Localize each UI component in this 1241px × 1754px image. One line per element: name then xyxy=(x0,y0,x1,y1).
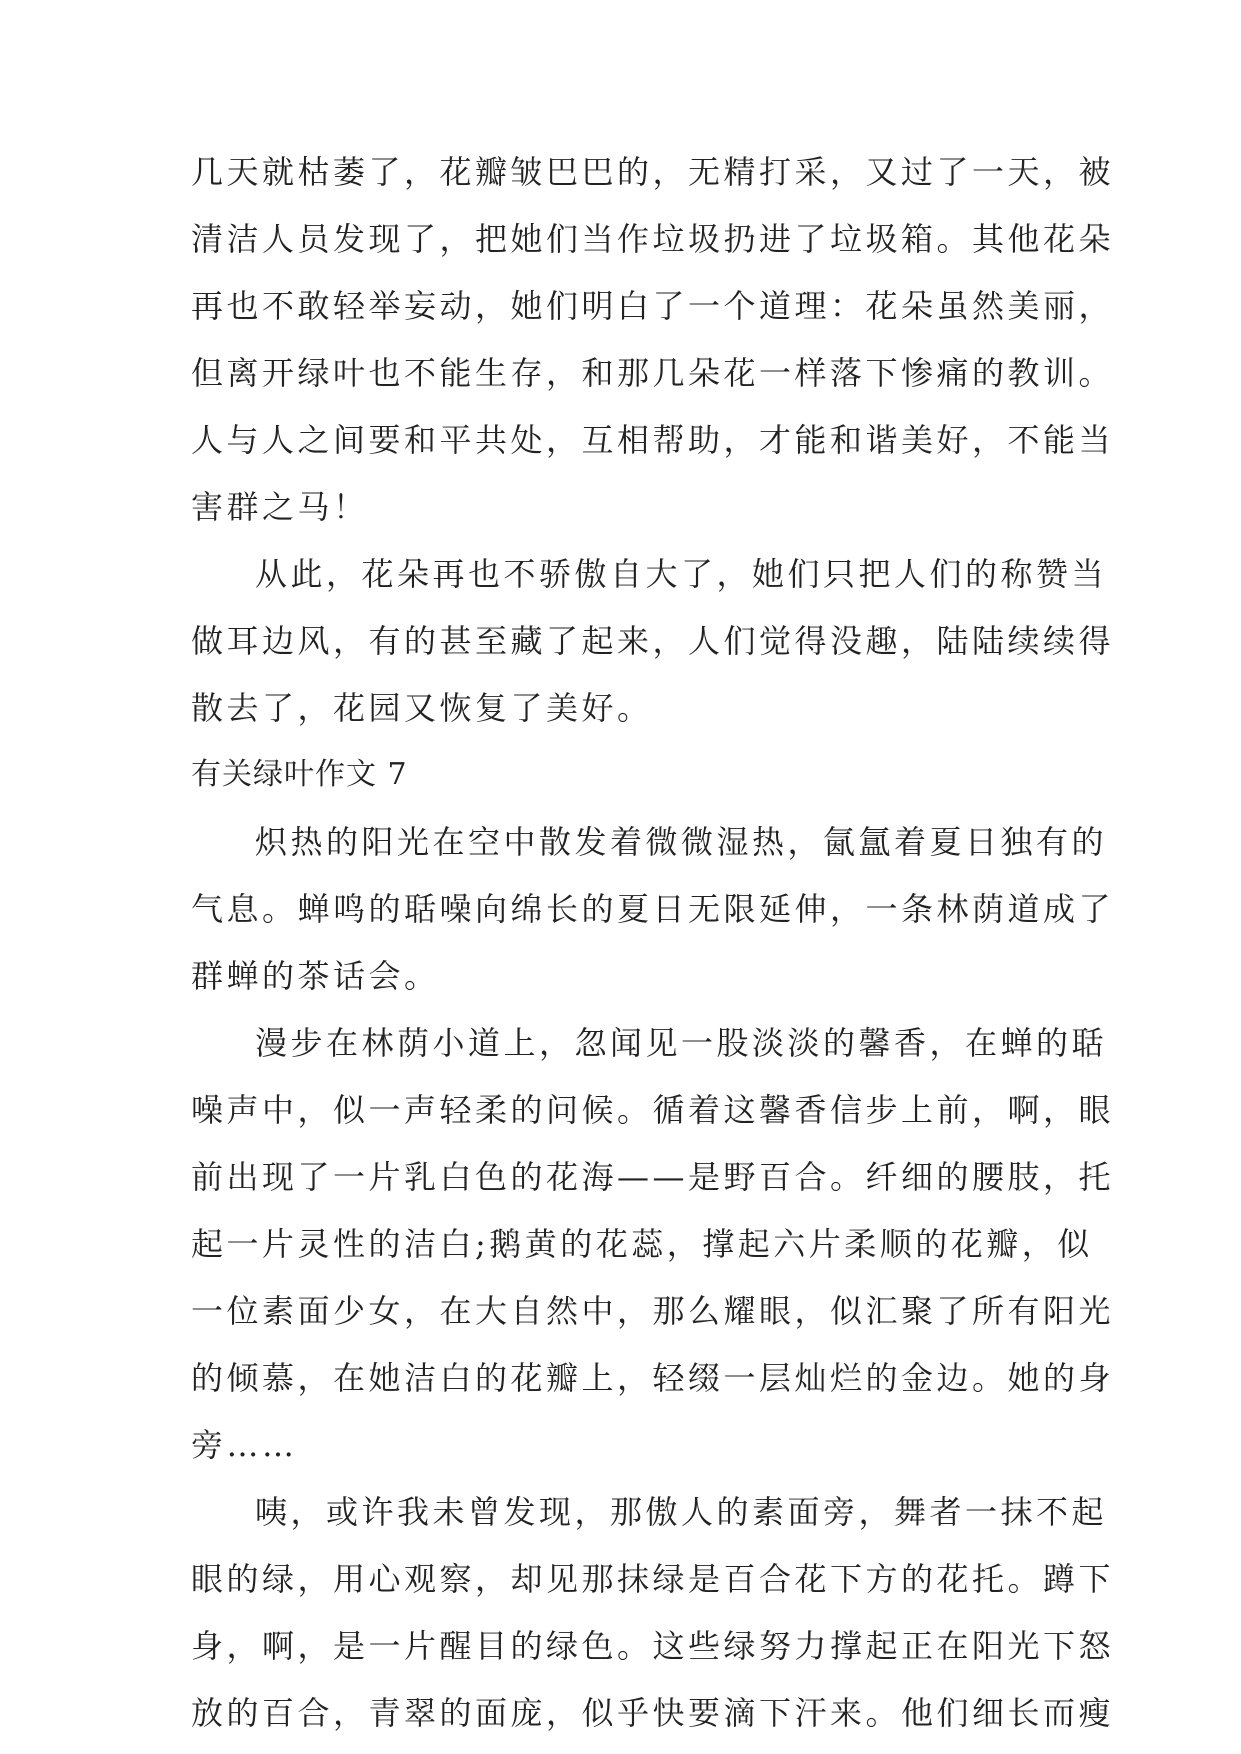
text-line: 的倾慕，在她洁白的花瓣上，轻缀一层灿烂的金边。她的身 xyxy=(191,1359,1115,1397)
text-line: 旁…… xyxy=(191,1426,298,1464)
section-heading: 有关绿叶作文 7 xyxy=(191,757,408,792)
text-line: 再也不敢轻举妄动，她们明白了一个道理：花朵虽然美丽， xyxy=(191,287,1115,325)
text-line: 清洁人员发现了，把她们当作垃圾扔进了垃圾箱。其他花朵 xyxy=(191,220,1115,258)
text-line: 一位素面少女，在大自然中，那么耀眼，似汇聚了所有阳光 xyxy=(191,1292,1115,1330)
text-line: 眼的绿，用心观察，却见那抹绿是百合花下方的花托。蹲下 xyxy=(191,1560,1115,1598)
text-line: 噪声中，似一声轻柔的问候。循着这馨香信步上前，啊，眼 xyxy=(191,1091,1115,1129)
text-line: 害群之马！ xyxy=(191,488,369,526)
text-line: 起一片灵性的洁白;鹅黄的花蕊，撑起六片柔顺的花瓣，似 xyxy=(191,1225,1093,1263)
paragraph-first-line: 从此，花朵再也不骄傲自大了，她们只把人们的称赞当 xyxy=(255,555,1108,593)
paragraph-first-line: 炽热的阳光在空中散发着微微湿热，氤氲着夏日独有的 xyxy=(255,823,1108,861)
text-line: 几天就枯萎了，花瓣皱巴巴的，无精打采，又过了一天，被 xyxy=(191,153,1115,191)
text-line: 身，啊，是一片醒目的绿色。这些绿努力撑起正在阳光下怒 xyxy=(191,1627,1115,1665)
text-line: 放的百合，青翠的面庞，似乎快要滴下汗来。他们细长而瘦 xyxy=(191,1694,1115,1732)
text-line: 群蝉的茶话会。 xyxy=(191,957,440,995)
text-line: 但离开绿叶也不能生存，和那几朵花一样落下惨痛的教训。 xyxy=(191,354,1115,392)
text-line: 前出现了一片乳白色的花海——是野百合。纤细的腰肢，托 xyxy=(191,1158,1115,1196)
text-line: 气息。蝉鸣的聒噪向绵长的夏日无限延伸，一条林荫道成了 xyxy=(191,890,1115,928)
text-line: 散去了，花园又恢复了美好。 xyxy=(191,689,653,727)
paragraph-first-line: 咦，或许我未曾发现，那傲人的素面旁，舞者一抹不起 xyxy=(255,1493,1108,1531)
text-line: 人与人之间要和平共处，互相帮助，才能和谐美好，不能当 xyxy=(191,421,1115,459)
paragraph-first-line: 漫步在林荫小道上，忽闻见一股淡淡的馨香，在蝉的聒 xyxy=(255,1024,1108,1062)
text-line: 做耳边风，有的甚至藏了起来，人们觉得没趣，陆陆续续得 xyxy=(191,622,1115,660)
